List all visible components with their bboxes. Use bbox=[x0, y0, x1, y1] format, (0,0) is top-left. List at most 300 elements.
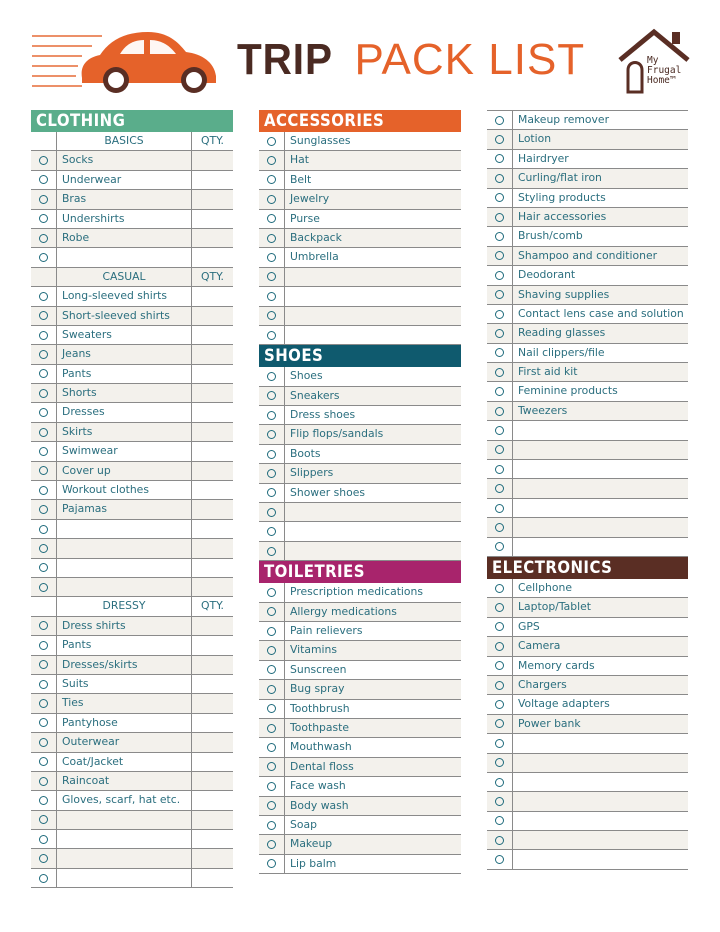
item-label[interactable]: Camera bbox=[518, 639, 561, 653]
checklist-item[interactable] bbox=[259, 641, 461, 660]
checklist-item[interactable] bbox=[487, 169, 688, 188]
checkbox[interactable] bbox=[31, 656, 57, 674]
checklist-item[interactable] bbox=[487, 499, 688, 518]
qty-field[interactable] bbox=[191, 656, 233, 674]
checkbox[interactable] bbox=[487, 169, 513, 187]
checklist-item[interactable] bbox=[487, 324, 688, 343]
checklist-item[interactable] bbox=[31, 714, 233, 733]
checkbox[interactable] bbox=[487, 479, 513, 497]
checklist-item[interactable] bbox=[31, 287, 233, 306]
checklist-item[interactable] bbox=[31, 791, 233, 810]
item-label[interactable] bbox=[513, 792, 688, 810]
checkbox[interactable] bbox=[31, 229, 57, 247]
checklist-item[interactable] bbox=[487, 189, 688, 208]
item-label[interactable]: GPS bbox=[518, 619, 540, 633]
item-label[interactable]: Hairdryer bbox=[518, 151, 569, 165]
checkbox[interactable] bbox=[487, 208, 513, 226]
item-label[interactable] bbox=[513, 831, 688, 849]
checklist-item[interactable] bbox=[31, 307, 233, 326]
checkbox[interactable] bbox=[259, 406, 285, 424]
item-label[interactable]: Face wash bbox=[290, 779, 346, 793]
item-label[interactable]: Workout clothes bbox=[62, 483, 149, 497]
qty-field[interactable] bbox=[191, 171, 233, 189]
checklist-item[interactable] bbox=[259, 603, 461, 622]
checklist-item[interactable] bbox=[487, 773, 688, 792]
checklist-item[interactable] bbox=[259, 248, 461, 267]
checklist-item[interactable] bbox=[31, 811, 233, 830]
checkbox[interactable] bbox=[31, 210, 57, 228]
checklist-item[interactable] bbox=[487, 850, 688, 869]
item-label[interactable]: Memory cards bbox=[518, 658, 595, 672]
checkbox[interactable] bbox=[487, 618, 513, 636]
item-label[interactable]: Shower shoes bbox=[290, 485, 365, 499]
item-label[interactable]: Dresses bbox=[62, 405, 105, 419]
checkbox[interactable] bbox=[31, 578, 57, 596]
checkbox[interactable] bbox=[259, 700, 285, 718]
qty-field[interactable] bbox=[191, 733, 233, 751]
qty-field[interactable] bbox=[191, 423, 233, 441]
item-label[interactable] bbox=[57, 811, 191, 829]
checklist-item[interactable] bbox=[31, 559, 233, 578]
checklist-item[interactable] bbox=[259, 700, 461, 719]
item-label[interactable]: Gloves, scarf, hat etc. bbox=[62, 793, 181, 807]
checkbox[interactable] bbox=[259, 758, 285, 776]
checkbox[interactable] bbox=[487, 150, 513, 168]
checklist-item[interactable] bbox=[259, 151, 461, 170]
item-label[interactable] bbox=[57, 559, 191, 577]
checklist-item[interactable] bbox=[259, 132, 461, 151]
checkbox[interactable] bbox=[259, 603, 285, 621]
checkbox[interactable] bbox=[487, 305, 513, 323]
item-label[interactable] bbox=[513, 499, 688, 517]
checklist-item[interactable] bbox=[487, 441, 688, 460]
item-label[interactable]: Suits bbox=[62, 676, 89, 690]
checkbox[interactable] bbox=[31, 811, 57, 829]
item-label[interactable]: Hair accessories bbox=[518, 209, 607, 223]
checklist-item[interactable] bbox=[31, 520, 233, 539]
checklist-item[interactable] bbox=[31, 772, 233, 791]
checklist-item[interactable] bbox=[259, 484, 461, 503]
item-label[interactable]: Outerwear bbox=[62, 735, 120, 749]
item-label[interactable] bbox=[513, 754, 688, 772]
checklist-item[interactable] bbox=[487, 579, 688, 598]
checkbox[interactable] bbox=[259, 248, 285, 266]
item-label[interactable]: Prescription medications bbox=[290, 585, 424, 599]
checkbox[interactable] bbox=[487, 773, 513, 791]
checkbox[interactable] bbox=[487, 538, 513, 556]
qty-field[interactable] bbox=[191, 636, 233, 654]
item-label[interactable]: Cover up bbox=[62, 463, 111, 477]
qty-field[interactable] bbox=[191, 578, 233, 596]
item-label[interactable] bbox=[513, 460, 688, 478]
checklist-item[interactable] bbox=[487, 344, 688, 363]
checkbox[interactable] bbox=[31, 403, 57, 421]
item-label[interactable] bbox=[513, 479, 688, 497]
checklist-item[interactable] bbox=[259, 719, 461, 738]
checkbox[interactable] bbox=[487, 518, 513, 536]
checkbox[interactable] bbox=[259, 680, 285, 698]
checklist-item[interactable] bbox=[487, 657, 688, 676]
checkbox[interactable] bbox=[31, 500, 57, 518]
checklist-item[interactable] bbox=[487, 715, 688, 734]
checklist-item[interactable] bbox=[31, 675, 233, 694]
checkbox[interactable] bbox=[259, 583, 285, 601]
item-label[interactable]: First aid kit bbox=[518, 365, 578, 379]
checklist-item[interactable] bbox=[31, 248, 233, 267]
checkbox[interactable] bbox=[31, 559, 57, 577]
checklist-item[interactable] bbox=[31, 500, 233, 519]
item-label[interactable]: Makeup bbox=[290, 837, 333, 851]
checklist-item[interactable] bbox=[259, 758, 461, 777]
checklist-item[interactable] bbox=[487, 734, 688, 753]
checklist-item[interactable] bbox=[259, 307, 461, 326]
checkbox[interactable] bbox=[487, 286, 513, 304]
checklist-item[interactable] bbox=[31, 578, 233, 597]
item-label[interactable]: Reading glasses bbox=[518, 326, 606, 340]
item-label[interactable]: Pants bbox=[62, 638, 92, 652]
checkbox[interactable] bbox=[259, 190, 285, 208]
qty-field[interactable] bbox=[191, 481, 233, 499]
item-label[interactable]: Toothpaste bbox=[290, 720, 350, 734]
checkbox[interactable] bbox=[259, 210, 285, 228]
item-label[interactable]: Umbrella bbox=[290, 250, 339, 264]
qty-field[interactable] bbox=[191, 753, 233, 771]
checkbox[interactable] bbox=[259, 855, 285, 873]
qty-field[interactable] bbox=[191, 849, 233, 867]
qty-field[interactable] bbox=[191, 694, 233, 712]
checklist-item[interactable] bbox=[487, 305, 688, 324]
item-label[interactable]: Underwear bbox=[62, 172, 122, 186]
qty-field[interactable] bbox=[191, 830, 233, 848]
checkbox[interactable] bbox=[259, 268, 285, 286]
item-label[interactable]: Bug spray bbox=[290, 682, 345, 696]
checklist-item[interactable] bbox=[487, 266, 688, 285]
checklist-item[interactable] bbox=[487, 150, 688, 169]
checklist-item[interactable] bbox=[259, 171, 461, 190]
item-label[interactable]: Makeup remover bbox=[518, 113, 610, 126]
checkbox[interactable] bbox=[487, 792, 513, 810]
checkbox[interactable] bbox=[31, 462, 57, 480]
checklist-item[interactable] bbox=[31, 636, 233, 655]
checkbox[interactable] bbox=[31, 190, 57, 208]
checkbox[interactable] bbox=[487, 754, 513, 772]
qty-field[interactable] bbox=[191, 287, 233, 305]
checklist-item[interactable] bbox=[31, 171, 233, 190]
checkbox[interactable] bbox=[31, 520, 57, 538]
checkbox[interactable] bbox=[487, 111, 513, 129]
qty-field[interactable] bbox=[191, 365, 233, 383]
qty-field[interactable] bbox=[191, 403, 233, 421]
checklist-item[interactable] bbox=[259, 445, 461, 464]
checkbox[interactable] bbox=[31, 636, 57, 654]
checklist-item[interactable] bbox=[487, 695, 688, 714]
checkbox[interactable] bbox=[259, 326, 285, 344]
item-label[interactable]: Backpack bbox=[290, 230, 342, 244]
checkbox[interactable] bbox=[487, 441, 513, 459]
checklist-item[interactable] bbox=[31, 384, 233, 403]
item-label[interactable]: Pain relievers bbox=[290, 623, 363, 637]
item-label[interactable] bbox=[285, 542, 461, 560]
item-label[interactable]: Toothbrush bbox=[290, 701, 350, 715]
checkbox[interactable] bbox=[259, 132, 285, 150]
checklist-item[interactable] bbox=[487, 286, 688, 305]
checkbox[interactable] bbox=[487, 579, 513, 597]
item-label[interactable]: Flip flops/sandals bbox=[290, 427, 384, 441]
checkbox[interactable] bbox=[487, 247, 513, 265]
item-label[interactable]: Sweaters bbox=[62, 327, 112, 341]
item-label[interactable]: Slippers bbox=[290, 466, 334, 480]
qty-field[interactable] bbox=[191, 307, 233, 325]
item-label[interactable]: Boots bbox=[290, 446, 321, 460]
checkbox[interactable] bbox=[487, 402, 513, 420]
checkbox[interactable] bbox=[259, 287, 285, 305]
qty-field[interactable] bbox=[191, 345, 233, 363]
qty-field[interactable] bbox=[191, 442, 233, 460]
item-label[interactable]: Pajamas bbox=[62, 502, 108, 516]
qty-field[interactable] bbox=[191, 539, 233, 557]
checklist-item[interactable] bbox=[31, 830, 233, 849]
checklist-item[interactable] bbox=[259, 738, 461, 757]
item-label[interactable]: Undershirts bbox=[62, 211, 125, 225]
checklist-item[interactable] bbox=[259, 287, 461, 306]
item-label[interactable]: Brush/comb bbox=[518, 229, 583, 243]
checkbox[interactable] bbox=[487, 715, 513, 733]
checkbox[interactable] bbox=[31, 287, 57, 305]
checkbox[interactable] bbox=[31, 326, 57, 344]
item-label[interactable]: Socks bbox=[62, 153, 94, 167]
checkbox[interactable] bbox=[487, 189, 513, 207]
checkbox[interactable] bbox=[31, 791, 57, 809]
item-label[interactable]: Pants bbox=[62, 366, 92, 380]
checklist-item[interactable] bbox=[259, 777, 461, 796]
checklist-item[interactable] bbox=[487, 130, 688, 149]
checklist-item[interactable] bbox=[259, 229, 461, 248]
checkbox[interactable] bbox=[487, 676, 513, 694]
checklist-item[interactable] bbox=[259, 522, 461, 541]
item-label[interactable]: Power bank bbox=[518, 716, 581, 730]
checkbox[interactable] bbox=[31, 753, 57, 771]
item-label[interactable]: Dental floss bbox=[290, 759, 354, 773]
item-label[interactable]: Swimwear bbox=[62, 444, 118, 458]
checkbox[interactable] bbox=[259, 622, 285, 640]
checkbox[interactable] bbox=[31, 714, 57, 732]
qty-field[interactable] bbox=[191, 617, 233, 635]
item-label[interactable] bbox=[57, 849, 191, 867]
checklist-item[interactable] bbox=[31, 753, 233, 772]
item-label[interactable]: Short-sleeved shirts bbox=[62, 308, 170, 322]
item-label[interactable]: Shoes bbox=[290, 369, 323, 383]
checklist-item[interactable] bbox=[487, 111, 688, 130]
item-label[interactable] bbox=[285, 268, 461, 286]
checklist-item[interactable] bbox=[259, 503, 461, 522]
checklist-item[interactable] bbox=[487, 518, 688, 537]
checklist-item[interactable] bbox=[487, 460, 688, 479]
item-label[interactable] bbox=[285, 307, 461, 325]
item-label[interactable]: Lip balm bbox=[290, 856, 337, 870]
qty-field[interactable] bbox=[191, 811, 233, 829]
qty-field[interactable] bbox=[191, 384, 233, 402]
checkbox[interactable] bbox=[31, 248, 57, 266]
item-label[interactable]: Bras bbox=[62, 192, 87, 206]
item-label[interactable] bbox=[285, 503, 461, 521]
checkbox[interactable] bbox=[31, 772, 57, 790]
item-label[interactable]: Nail clippers/file bbox=[518, 345, 605, 359]
checkbox[interactable] bbox=[487, 812, 513, 830]
item-label[interactable]: Dress shoes bbox=[290, 408, 356, 422]
checkbox[interactable] bbox=[487, 266, 513, 284]
checkbox[interactable] bbox=[259, 503, 285, 521]
checkbox[interactable] bbox=[487, 460, 513, 478]
checklist-item[interactable] bbox=[487, 754, 688, 773]
checklist-item[interactable] bbox=[31, 694, 233, 713]
checkbox[interactable] bbox=[259, 425, 285, 443]
checklist-item[interactable] bbox=[31, 617, 233, 636]
checklist-item[interactable] bbox=[259, 210, 461, 229]
checkbox[interactable] bbox=[31, 733, 57, 751]
item-label[interactable] bbox=[57, 578, 191, 596]
checkbox[interactable] bbox=[31, 869, 57, 887]
checklist-item[interactable] bbox=[487, 618, 688, 637]
checklist-item[interactable] bbox=[487, 598, 688, 617]
item-label[interactable]: Raincoat bbox=[62, 773, 110, 787]
item-label[interactable] bbox=[285, 522, 461, 540]
checklist-item[interactable] bbox=[487, 421, 688, 440]
item-label[interactable]: Sunglasses bbox=[290, 134, 351, 147]
item-label[interactable]: Contact lens case and solution bbox=[518, 306, 684, 320]
checkbox[interactable] bbox=[259, 522, 285, 540]
checklist-item[interactable] bbox=[31, 229, 233, 248]
checkbox[interactable] bbox=[259, 484, 285, 502]
qty-field[interactable] bbox=[191, 520, 233, 538]
qty-field[interactable] bbox=[191, 869, 233, 887]
item-label[interactable]: Purse bbox=[290, 211, 320, 225]
checklist-item[interactable] bbox=[259, 268, 461, 287]
checkbox[interactable] bbox=[31, 307, 57, 325]
checkbox[interactable] bbox=[31, 423, 57, 441]
qty-field[interactable] bbox=[191, 791, 233, 809]
item-label[interactable]: Curling/flat iron bbox=[518, 171, 602, 185]
checkbox[interactable] bbox=[487, 598, 513, 616]
item-label[interactable] bbox=[513, 421, 688, 439]
checkbox[interactable] bbox=[31, 830, 57, 848]
qty-field[interactable] bbox=[191, 151, 233, 169]
item-label[interactable]: Skirts bbox=[62, 424, 93, 438]
checklist-item[interactable] bbox=[259, 367, 461, 386]
checklist-item[interactable] bbox=[31, 733, 233, 752]
checkbox[interactable] bbox=[487, 227, 513, 245]
item-label[interactable]: Body wash bbox=[290, 798, 349, 812]
checklist-item[interactable] bbox=[31, 326, 233, 345]
checkbox[interactable] bbox=[487, 344, 513, 362]
checkbox[interactable] bbox=[259, 542, 285, 560]
qty-field[interactable] bbox=[191, 229, 233, 247]
checklist-item[interactable] bbox=[31, 656, 233, 675]
checklist-item[interactable] bbox=[31, 365, 233, 384]
checklist-item[interactable] bbox=[487, 247, 688, 266]
checklist-item[interactable] bbox=[259, 661, 461, 680]
qty-field[interactable] bbox=[191, 714, 233, 732]
item-label[interactable]: Mouthwash bbox=[290, 740, 352, 754]
item-label[interactable]: Coat/Jacket bbox=[62, 754, 124, 768]
checkbox[interactable] bbox=[487, 657, 513, 675]
checkbox[interactable] bbox=[31, 171, 57, 189]
checklist-item[interactable] bbox=[259, 406, 461, 425]
checkbox[interactable] bbox=[259, 171, 285, 189]
checkbox[interactable] bbox=[31, 151, 57, 169]
checklist-item[interactable] bbox=[31, 190, 233, 209]
checkbox[interactable] bbox=[487, 324, 513, 342]
qty-field[interactable] bbox=[191, 210, 233, 228]
item-label[interactable]: Robe bbox=[62, 230, 90, 244]
qty-field[interactable] bbox=[191, 500, 233, 518]
checklist-item[interactable] bbox=[259, 326, 461, 345]
item-label[interactable] bbox=[513, 441, 688, 459]
item-label[interactable]: Hat bbox=[290, 153, 309, 167]
checkbox[interactable] bbox=[31, 849, 57, 867]
checkbox[interactable] bbox=[259, 387, 285, 405]
checkbox[interactable] bbox=[31, 442, 57, 460]
item-label[interactable]: Dress shirts bbox=[62, 618, 126, 632]
item-label[interactable] bbox=[513, 812, 688, 830]
checklist-item[interactable] bbox=[259, 855, 461, 874]
item-label[interactable] bbox=[513, 538, 688, 556]
item-label[interactable] bbox=[57, 830, 191, 848]
item-label[interactable]: Belt bbox=[290, 172, 312, 186]
item-label[interactable]: Shorts bbox=[62, 386, 97, 400]
checkbox[interactable] bbox=[487, 499, 513, 517]
item-label[interactable]: Soap bbox=[290, 817, 317, 831]
checkbox[interactable] bbox=[487, 695, 513, 713]
checkbox[interactable] bbox=[31, 675, 57, 693]
item-label[interactable]: Laptop/Tablet bbox=[518, 600, 591, 614]
checkbox[interactable] bbox=[259, 661, 285, 679]
checklist-item[interactable] bbox=[31, 442, 233, 461]
checklist-item[interactable] bbox=[259, 622, 461, 641]
checkbox[interactable] bbox=[487, 363, 513, 381]
checkbox[interactable] bbox=[487, 382, 513, 400]
item-label[interactable] bbox=[285, 326, 461, 344]
item-label[interactable]: Sneakers bbox=[290, 388, 340, 402]
checkbox[interactable] bbox=[259, 229, 285, 247]
item-label[interactable]: Sunscreen bbox=[290, 662, 347, 676]
checkbox[interactable] bbox=[31, 694, 57, 712]
checklist-item[interactable] bbox=[487, 479, 688, 498]
checklist-item[interactable] bbox=[31, 481, 233, 500]
checklist-item[interactable] bbox=[31, 151, 233, 170]
item-label[interactable]: Voltage adapters bbox=[518, 697, 610, 711]
checkbox[interactable] bbox=[259, 777, 285, 795]
checklist-item[interactable] bbox=[31, 462, 233, 481]
item-label[interactable]: Lotion bbox=[518, 132, 552, 146]
checklist-item[interactable] bbox=[259, 680, 461, 699]
checklist-item[interactable] bbox=[31, 423, 233, 442]
checkbox[interactable] bbox=[259, 738, 285, 756]
checkbox[interactable] bbox=[259, 307, 285, 325]
checkbox[interactable] bbox=[259, 816, 285, 834]
item-label[interactable]: Cellphone bbox=[518, 580, 572, 594]
qty-field[interactable] bbox=[191, 326, 233, 344]
qty-field[interactable] bbox=[191, 462, 233, 480]
checklist-item[interactable] bbox=[31, 539, 233, 558]
item-label[interactable] bbox=[57, 869, 191, 887]
checklist-item[interactable] bbox=[31, 869, 233, 888]
item-label[interactable]: Jewelry bbox=[290, 192, 330, 206]
item-label[interactable]: Long-sleeved shirts bbox=[62, 289, 168, 303]
qty-field[interactable] bbox=[191, 772, 233, 790]
checklist-item[interactable] bbox=[259, 387, 461, 406]
checkbox[interactable] bbox=[259, 835, 285, 853]
checklist-item[interactable] bbox=[259, 425, 461, 444]
